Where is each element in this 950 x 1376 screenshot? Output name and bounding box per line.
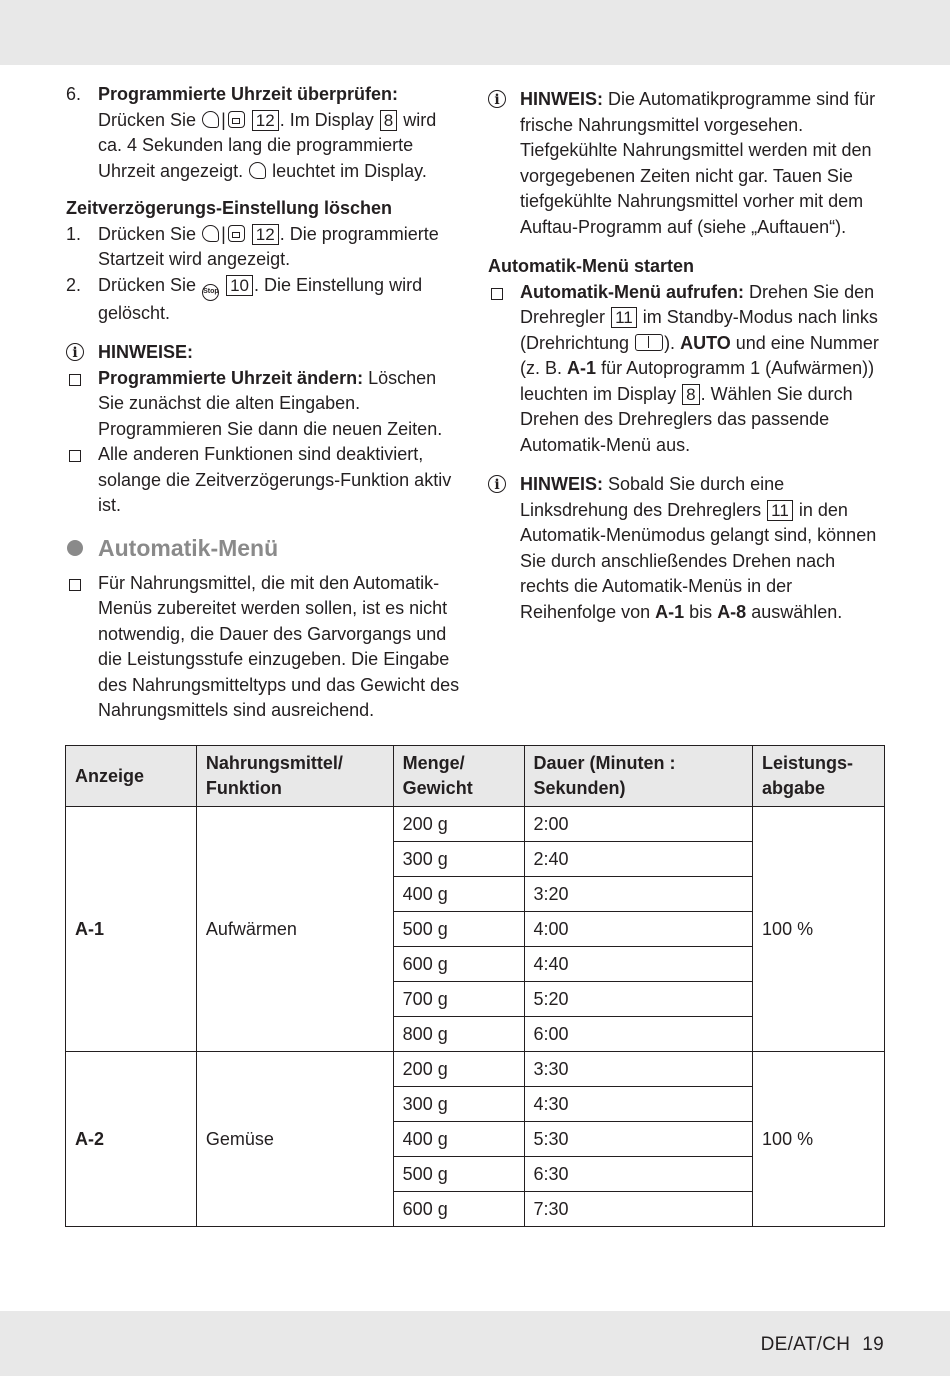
clock-icon: [202, 111, 219, 128]
col-header-food: Nahrungsmittel/ Funktion: [196, 746, 393, 807]
lock-icon: [228, 225, 245, 242]
amount-cell: 500 g: [393, 912, 524, 947]
col-header-power: Leistungs-abgabe: [753, 746, 885, 807]
amount-cell: 600 g: [393, 1192, 524, 1227]
power-cell: 100 %: [753, 1052, 885, 1227]
food-cell: Aufwärmen: [196, 807, 393, 1052]
step-text: wird ca. 4 Sekunden lang die programmierte Uhrzeit angezeigt.: [98, 109, 437, 181]
amount-cell: 800 g: [393, 1017, 524, 1052]
note-text: Sobald Sie durch eine Linksdrehung des Drehreglers: [520, 474, 785, 520]
footer: [761, 1332, 884, 1358]
col-header-anzeige: Anzeige: [66, 746, 197, 807]
start-item-text: Drehen Sie den Drehregler: [520, 281, 875, 327]
table-header-row: [66, 746, 885, 807]
delete-step-2: [66, 273, 461, 327]
automatic-menu-table: [65, 745, 885, 1227]
stop-icon: Stop: [202, 284, 219, 301]
lock-icon: [228, 111, 245, 128]
duration-cell: 3:30: [524, 1052, 753, 1087]
amount-cell: 600 g: [393, 947, 524, 982]
delete-heading: Zeitverzögerungs-Einstellung löschen: [66, 198, 393, 218]
duration-cell: 4:30: [524, 1087, 753, 1122]
page-number: 19: [862, 1334, 884, 1355]
checkbox-bullet-icon: [491, 288, 503, 300]
hinweis-item-2: [66, 442, 461, 519]
info-icon: i: [488, 90, 506, 108]
duration-cell: 4:00: [524, 912, 753, 947]
duration-cell: 2:00: [524, 807, 753, 842]
clock-icon: [249, 162, 266, 179]
amount-cell: 300 g: [393, 1087, 524, 1122]
step-text: . Im Display: [279, 109, 374, 130]
note-text: Die Automatikprogramme sind für frische Nahrungsmittel vorgesehen. Tiefgekühlte Nahrungsmittel werden mit den vorgegebenen Zeiten nicht gar. Tauen Sie tiefgekühlte Nahrungsmittel vorher mit dem Auftau-Programm auf (siehe „Auftauen“).: [520, 89, 876, 237]
step-text: . Die Einstellung wird gelöscht.: [98, 274, 423, 323]
clock-icon: [202, 225, 219, 242]
duration-cell: 6:30: [524, 1157, 753, 1192]
amount-cell: 500 g: [393, 1157, 524, 1192]
rotate-left-icon: [635, 334, 663, 351]
hinweis-bold: Programmierte Uhrzeit ändern:: [98, 367, 364, 388]
amount-cell: 400 g: [393, 877, 524, 912]
section-bullet: [66, 571, 461, 724]
hinweis-item-1: [66, 366, 461, 443]
ref-number: 11: [767, 500, 793, 521]
hinweise-title: HINWEISE:: [98, 342, 194, 362]
hinweis-text: Alle anderen Funktionen sind deaktiviert, solange die Zeitverzögerungs-Funktion aktiv ist.: [98, 444, 452, 515]
hinweis-note-2: [488, 472, 888, 625]
footer-region: DE/AT/CH: [760, 1334, 851, 1355]
note-text: in den Automatik-Menümodus gelangt sind, können Sie durch anschließendes Drehen nach rechts die Automatik-Menüs in der Reihenfolge von: [520, 499, 877, 622]
amount-cell: 200 g: [393, 807, 524, 842]
section-bullet-text: Für Nahrungsmittel, die mit den Automatik-Menüs zubereitet werden sollen, ist es nicht notwendig, die Dauer des Garvorgangs und die Leistungsstufe einzugeben. Die Eingabe des Nahrungsmitteltyps und das Gewicht des Nahrungsmittels sind ausreichend.: [98, 572, 460, 720]
amount-cell: 700 g: [393, 982, 524, 1017]
section-title: [66, 533, 461, 563]
section-title-text: Automatik-Menü: [98, 534, 279, 561]
power-cell: 100 %: [753, 807, 885, 1052]
duration-cell: 6:00: [524, 1017, 753, 1052]
checkbox-bullet-icon: [69, 579, 81, 591]
duration-cell: 4:40: [524, 947, 753, 982]
start-item-bold: Automatik-Menü aufrufen:: [520, 281, 744, 302]
note-label: HINWEIS:: [520, 474, 603, 494]
duration-cell: 3:20: [524, 877, 753, 912]
info-icon: i: [66, 343, 84, 361]
step-text: . Die programmierte Startzeit wird angezeigt.: [98, 223, 439, 269]
right-column: [488, 87, 888, 625]
duration-cell: 5:30: [524, 1122, 753, 1157]
checkbox-bullet-icon: [69, 374, 81, 386]
table-row: [66, 1052, 885, 1087]
table-row: [66, 807, 885, 842]
duration-cell: 7:30: [524, 1192, 753, 1227]
duration-cell: 2:40: [524, 842, 753, 877]
program-code: A-8: [717, 601, 747, 622]
program-code-cell: A-2: [66, 1052, 197, 1227]
table-body: [66, 807, 885, 1227]
program-code-cell: A-1: [66, 807, 197, 1052]
col-header-amount: Menge/ Gewicht: [393, 746, 524, 807]
step-text: Drücken Sie: [98, 274, 197, 295]
step-text: leuchtet im Display.: [272, 160, 427, 181]
step-number: 2.: [66, 274, 82, 295]
step-title: Programmierte Uhrzeit überprüfen:: [98, 84, 399, 104]
note-text: bis: [689, 601, 713, 622]
header-band: [0, 0, 950, 65]
start-item-text: für Autoprogramm 1 (Aufwärmen)) leuchten im Display: [520, 358, 875, 404]
delete-step-1: 1. Drücken Sie | 12 . Die programmierte Startzeit wird angezeigt.: [66, 223, 439, 269]
program-code: A-1: [567, 358, 597, 378]
ref-number: 12: [252, 110, 279, 131]
hinweis-note-1: [488, 87, 888, 240]
start-item-text: im Standby-Modus nach links (Drehrichtung: [520, 307, 878, 353]
start-item-text: ).: [664, 332, 676, 353]
start-item-text: . Wählen Sie durch Drehen des Drehreglers das passende Automatik-Menü aus.: [520, 383, 853, 455]
step-text: Drücken Sie: [98, 109, 197, 130]
amount-cell: 200 g: [393, 1052, 524, 1087]
auto-label: AUTO: [680, 332, 731, 353]
ref-number: 8: [380, 110, 397, 131]
start-heading: Automatik-Menü starten: [488, 256, 695, 276]
start-item: [488, 280, 888, 459]
col-header-duration: Dauer (Minuten : Sekunden): [524, 746, 753, 807]
amount-cell: 400 g: [393, 1122, 524, 1157]
step-number: 1.: [66, 223, 82, 244]
checkbox-bullet-icon: [69, 450, 81, 462]
amount-cell: 300 g: [393, 842, 524, 877]
bullet-dot-icon: [67, 540, 83, 556]
program-code: A-1: [655, 601, 685, 622]
ref-number: 8: [682, 384, 699, 405]
info-icon: i: [488, 475, 506, 493]
ref-number: 12: [252, 224, 279, 245]
food-cell: Gemüse: [196, 1052, 393, 1227]
ref-number: 11: [611, 307, 637, 328]
left-column: [66, 82, 461, 724]
step-text: Drücken Sie: [98, 223, 197, 244]
step-number: 6.: [66, 84, 82, 104]
hinweis-text: Löschen Sie zunächst die alten Eingaben. Programmieren Sie dann die neuen Zeiten.: [98, 367, 443, 439]
duration-cell: 5:20: [524, 982, 753, 1017]
step-6: 6. Programmierte Uhrzeit überprüfen: Drücken Sie | 12 . Im Display 8 wird ca. 4 Sekunden lang die programmierte Uhrzeit angezeigt. leuchtet im Display.: [66, 84, 437, 181]
note-text: auswählen.: [751, 601, 843, 622]
note-label: HINWEIS:: [520, 89, 603, 109]
ref-number: 10: [226, 275, 253, 296]
hinweise-title-row: [66, 340, 461, 366]
start-item-text: und eine Nummer (z. B.: [520, 332, 879, 378]
